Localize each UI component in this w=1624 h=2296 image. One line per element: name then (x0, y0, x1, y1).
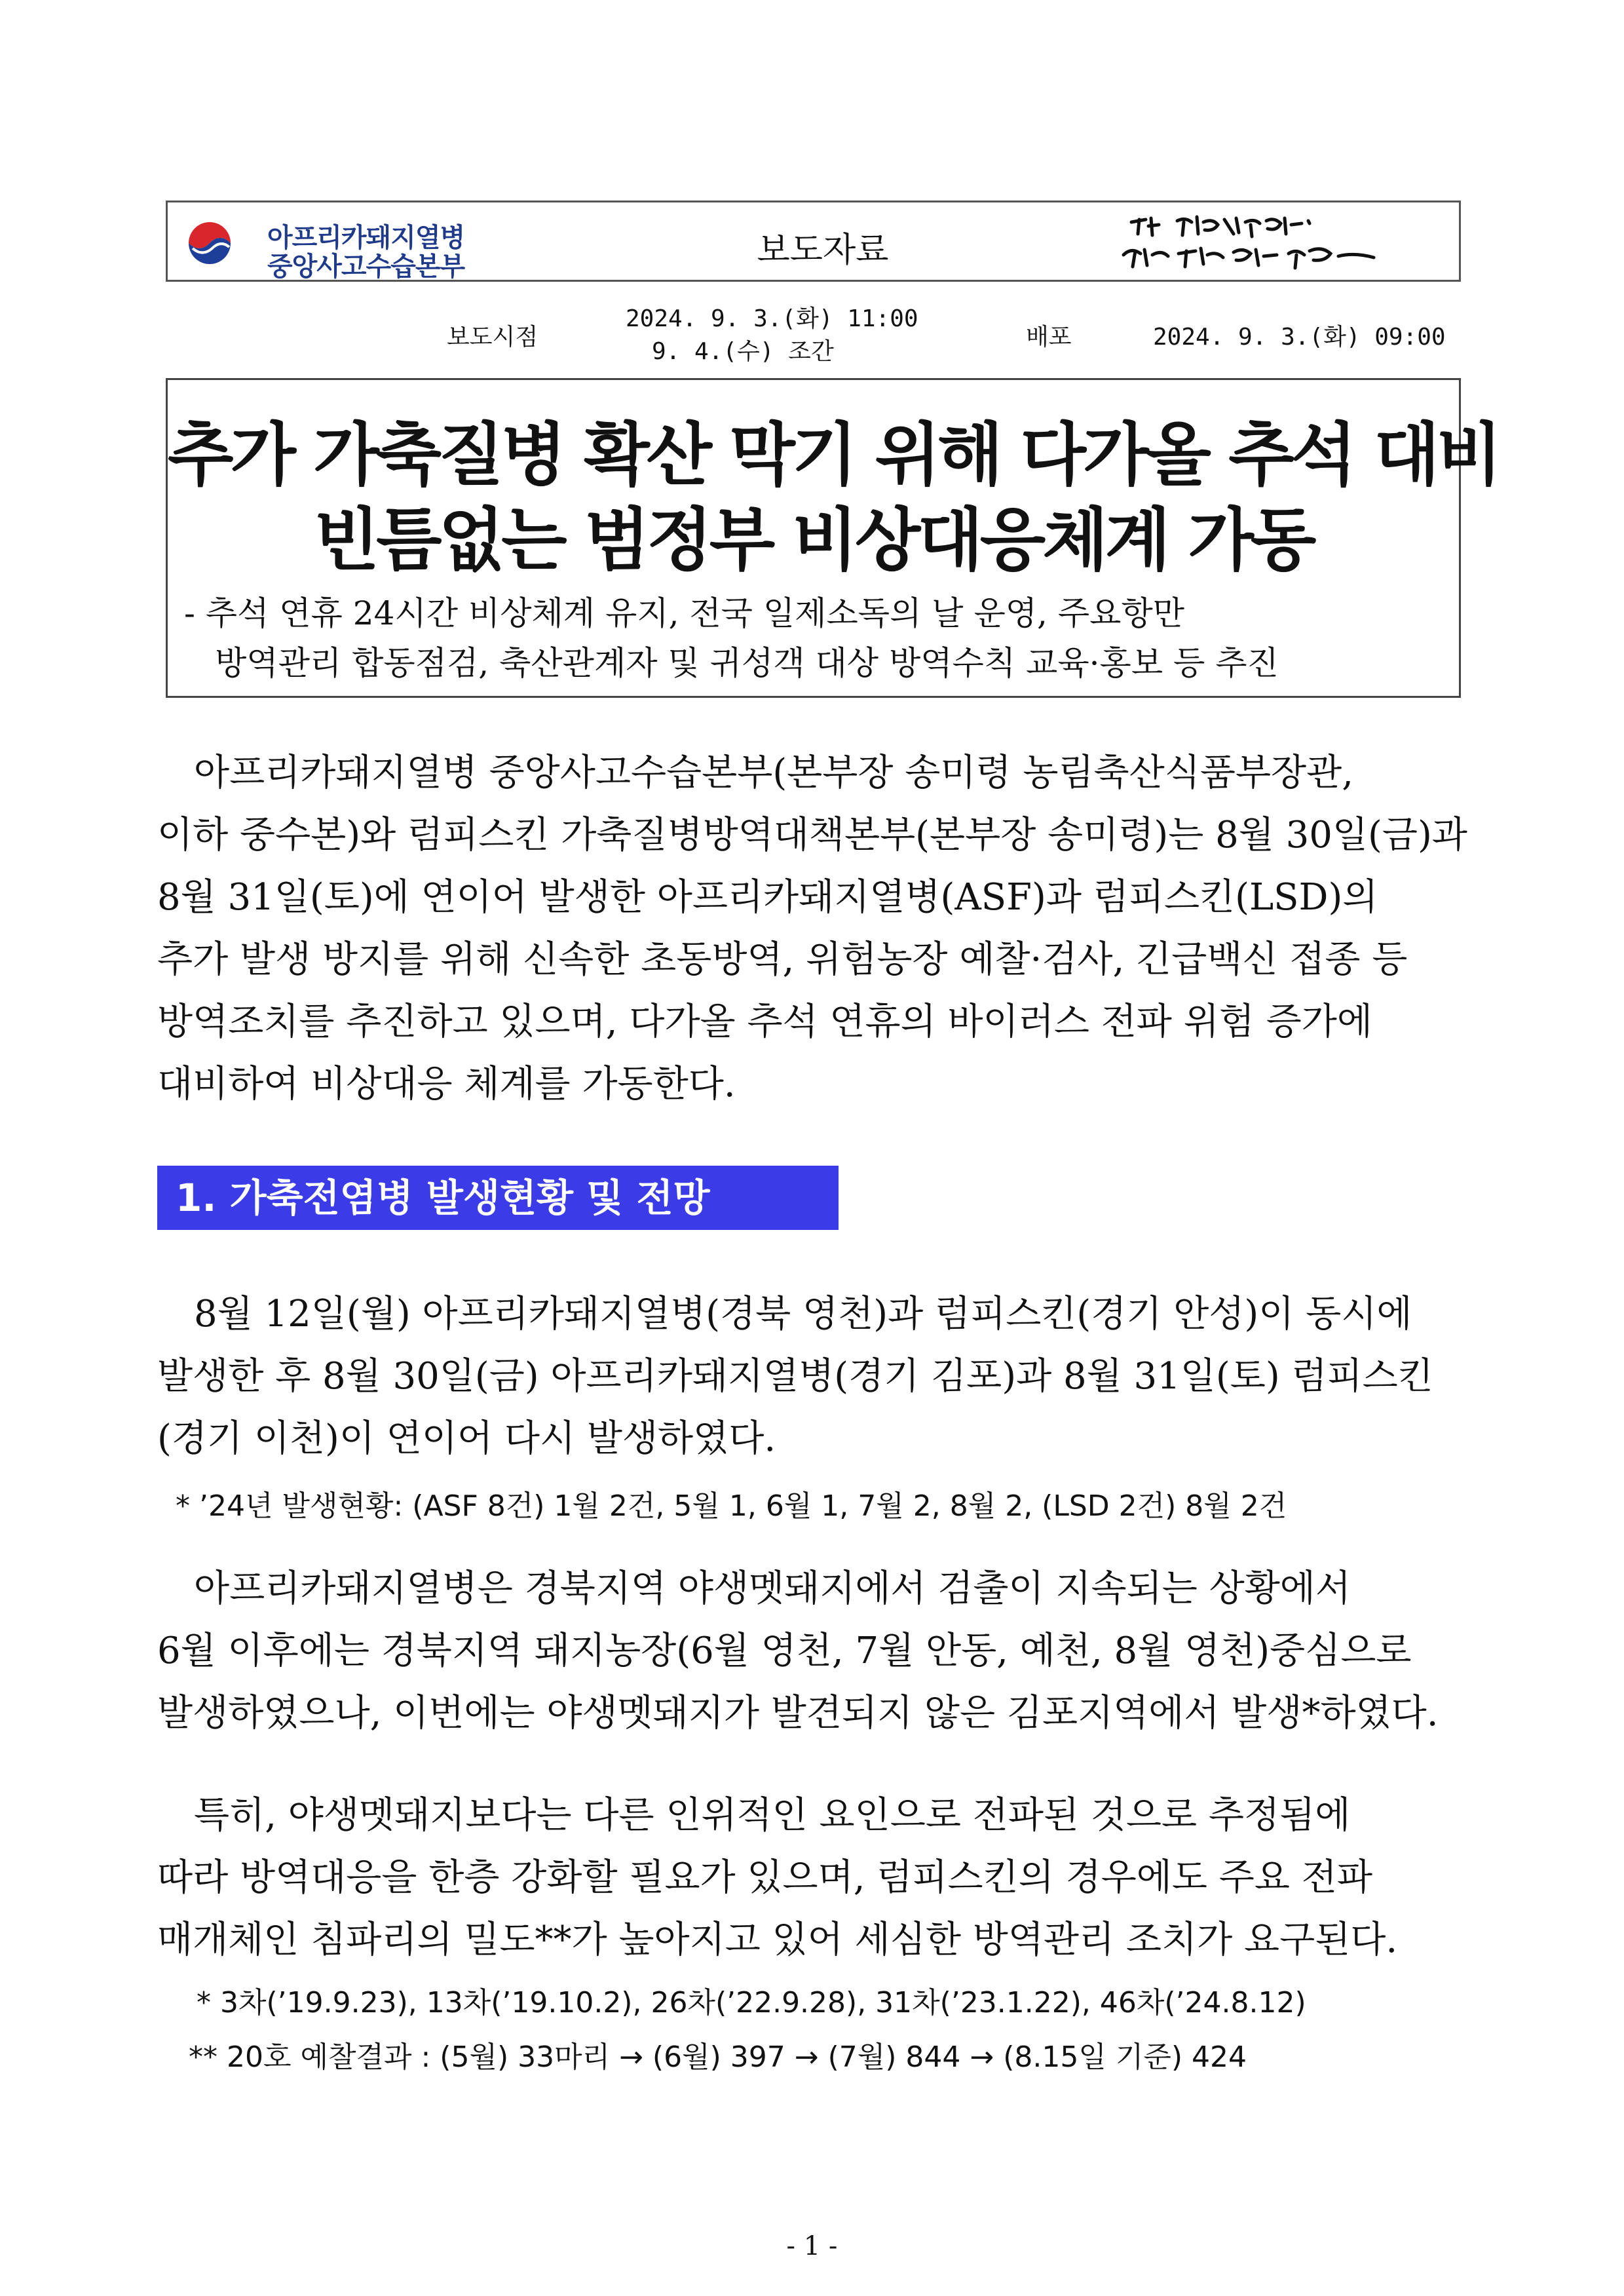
document-type-label: 보도자료 (757, 231, 889, 270)
paragraph-line: 따라 방역대응을 한층 강화할 필요가 있으며, 럼피스킨의 경우에도 주요 전파 (157, 1856, 1372, 1899)
paragraph-line: 발생하였으나, 이번에는 야생멧돼지가 발견되지 않은 김포지역에서 발생*하였다. (157, 1692, 1439, 1734)
release-datetime: 2024. 9. 3.(화) 11:00 (626, 305, 918, 332)
footnote-outbreak-count: * ’24년 발생현황: (ASF 8건) 1월 2건, 5월 1, 6월 1, 7월 2, 8월 2, (LSD 2건) 8월 2건 (176, 1489, 1287, 1523)
section-heading-1: 1. 가축전염병 발생현황 및 전망 (157, 1166, 839, 1230)
footnote-gimpo-outbreaks: * 3차(’19.9.23), 13차(’19.10.2), 26차(’22.9.28), 31차(’23.1.22), 46차(’24.8.12) (197, 1986, 1306, 2019)
paragraph-line: 매개체인 침파리의 밀도**가 높아지고 있어 세심한 방역관리 조치가 요구된다. (157, 1919, 1398, 1961)
lsd-paragraph (157, 1784, 1467, 1971)
subheadline-line-2: 방역관리 합동점검, 축산관계자 및 귀성객 대상 방역수칙 교육·홍보 등 추진 (215, 644, 1279, 682)
paragraph-line: 8월 12일(월) 아프리카돼지열병(경북 영천)과 럼피스킨(경기 안성)이 동시에 (194, 1293, 1412, 1335)
paragraph-line: 특히, 야생멧돼지보다는 다른 인위적인 요인으로 전파된 것으로 추정됨에 (194, 1794, 1351, 1837)
paragraph-line: (경기 이천)이 연이어 다시 발생하였다. (157, 1417, 776, 1460)
page-number: - 1 - (786, 2231, 838, 2261)
headline-box (166, 378, 1500, 698)
org-name-line-1: 아프리카돼지열병 (267, 223, 465, 253)
asf-paragraph (157, 1558, 1467, 1744)
paragraph-line: 발생한 후 8월 30일(금) 아프리카돼지열병(경기 김포)과 8월 31일(토) 럼피스킨 (157, 1355, 1433, 1398)
slogan-calligraphy (1105, 208, 1433, 276)
paragraph-line: 대비하여 비상대응 체계를 가동한다. (157, 1063, 736, 1105)
paragraph-line: 방역조치를 추진하고 있으며, 다가올 추석 연휴의 바이러스 전파 위험 증가에 (157, 1001, 1372, 1043)
release-time-label: 보도시점 (447, 324, 538, 351)
intro-paragraph (157, 742, 1467, 1115)
org-name-line-2: 중앙사고수습본부 (267, 252, 465, 282)
distribution-label: 배포 (1026, 324, 1072, 351)
headline-line-1: 추가 가축질병 확산 막기 위해 다가올 추석 대비 (168, 415, 1500, 495)
paragraph-line: 8월 31일(토)에 연이어 발생한 아프리카돼지열병(ASF)과 럼피스킨(LSD)의 (157, 876, 1378, 919)
paragraph-line: 추가 발생 방지를 위해 신속한 초동방역, 위험농장 예찰·검사, 긴급백신 접종 등 (157, 938, 1408, 981)
headline-line-2: 빈틈없는 범정부 비상대응체계 가동 (313, 500, 1313, 580)
calligraphy-signature-icon (1105, 208, 1433, 276)
government-emblem-icon (183, 217, 236, 269)
paragraph-line: 6월 이후에는 경북지역 돼지농장(6월 영천, 7월 안동, 예천, 8월 영천)중심으로 (157, 1630, 1412, 1672)
outbreak-status-paragraph (157, 1283, 1467, 1470)
paragraph-line: 이하 중수본)와 럼피스킨 가축질병방역대책본부(본부장 송미령)는 8월 30일(금)과 (157, 814, 1467, 856)
organization-logo (183, 212, 524, 282)
footnote-stable-fly-density: ** 20호 예찰결과 : (5월) 33마리 → (6월) 397 → (7월) 844 → (8.15일 기준) 424 (189, 2040, 1247, 2074)
press-release-header (166, 201, 1461, 282)
release-morning-edition: 9. 4.(수) 조간 (652, 338, 834, 365)
subheadline-line-1: - 추석 연휴 24시간 비상체계 유지, 전국 일제소독의 날 운영, 주요항만 (184, 594, 1185, 632)
distribution-datetime: 2024. 9. 3.(화) 09:00 (1153, 324, 1446, 351)
paragraph-line: 아프리카돼지열병은 경북지역 야생멧돼지에서 검출이 지속되는 상황에서 (194, 1567, 1351, 1610)
paragraph-line: 아프리카돼지열병 중앙사고수습본부(본부장 송미령 농림축산식품부장관, (194, 752, 1354, 794)
